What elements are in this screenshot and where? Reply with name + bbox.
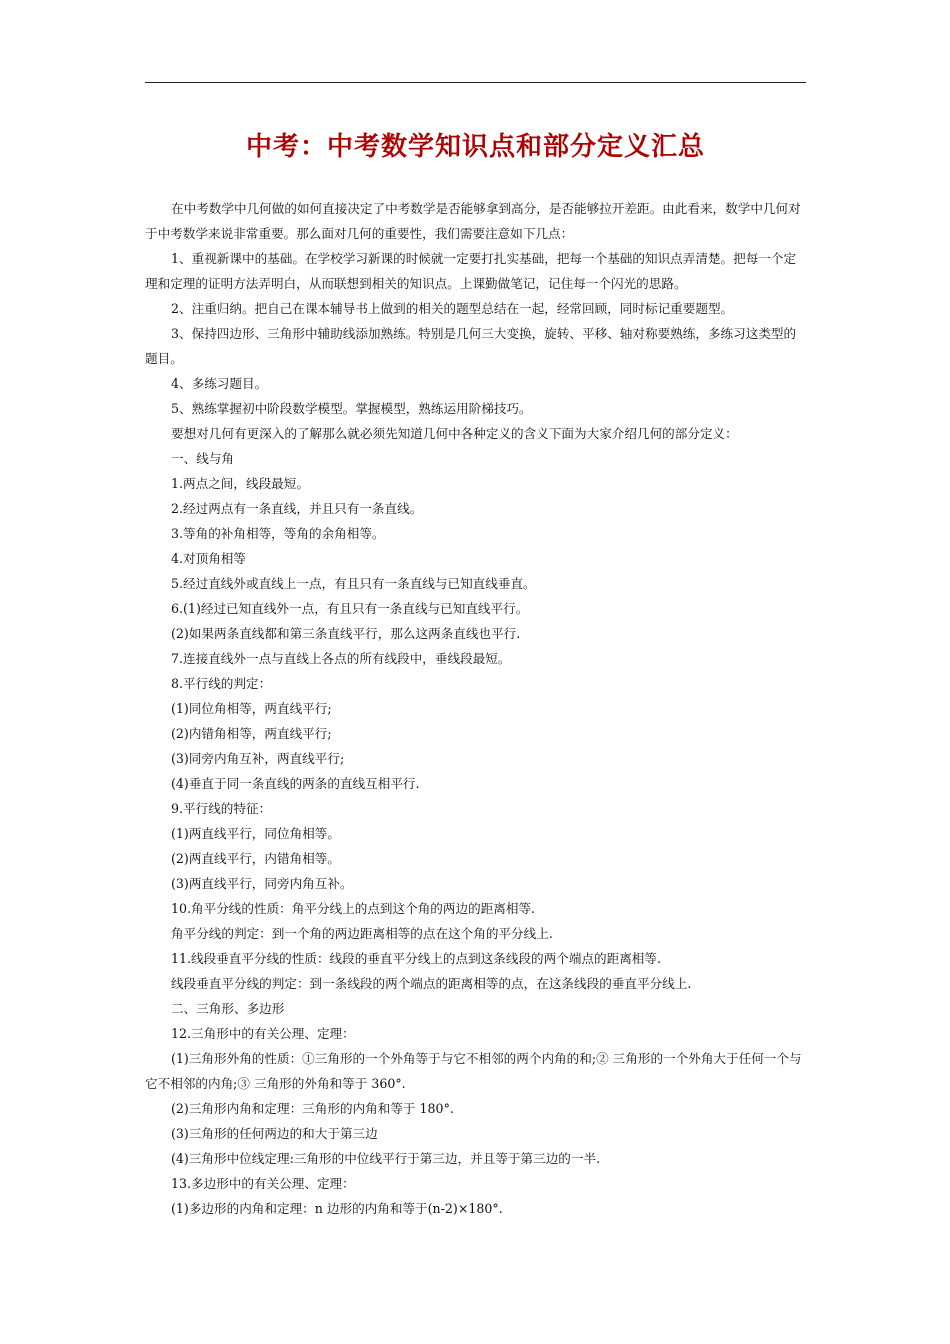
paragraph: (2)内错角相等，两直线平行; (171, 726, 332, 741)
paragraph: 3.等角的补角相等，等角的余角相等。 (171, 526, 385, 541)
paragraph: 4、多练习题目。 (171, 376, 268, 391)
paragraph: 5、熟练掌握初中阶段数学模型。掌握模型，熟练运用阶梯技巧。 (171, 401, 532, 416)
paragraph: 1、重视新课中的基础。在学校学习新课的时候就一定要打扎实基础，把每一个基础的知识点弄清楚。把每一个定理和定理的证明方法弄明白，从而联想到相关的知识点。上课勤做笔记，记住每一个闪光的思路。 (145, 251, 797, 291)
paragraph: (2)三角形内角和定理：三角形的内角和等于 180°. (171, 1101, 454, 1116)
paragraph: (3)三角形的任何两边的和大于第三边 (171, 1126, 378, 1141)
paragraph: 4.对顶角相等 (171, 551, 246, 566)
paragraph: (1)两直线平行，同位角相等。 (171, 826, 340, 841)
paragraph: 5.经过直线外或直线上一点，有且只有一条直线与已知直线垂直。 (171, 576, 536, 591)
paragraph: (4)垂直于同一条直线的两条的直线互相平行. (171, 776, 420, 791)
document-body (145, 196, 806, 1221)
paragraph: 13.多边形中的有关公理、定理： (171, 1176, 355, 1191)
paragraph: 2.经过两点有一条直线，并且只有一条直线。 (171, 501, 423, 516)
paragraph: 6.(1)经过已知直线外一点，有且只有一条直线与已知直线平行。 (171, 601, 529, 616)
paragraph: 要想对几何有更深入的了解那么就必须先知道几何中各种定义的含义下面为大家介绍几何的部分定义： (171, 426, 738, 441)
paragraph: 1.两点之间，线段最短。 (171, 476, 309, 491)
paragraph: 在中考数学中几何做的如何直接决定了中考数学是否能够拿到高分，是否能够拉开差距。由此看来，数学中几何对于中考数学来说非常重要。那么面对几何的重要性，我们需要注意如下几点： (145, 201, 801, 241)
document-title: 中考：中考数学知识点和部分定义汇总 (245, 132, 705, 162)
paragraph: 12.三角形中的有关公理、定理： (171, 1026, 355, 1041)
paragraph: 8.平行线的判定： (171, 676, 272, 691)
paragraph: 角平分线的判定：到一个角的两边距离相等的点在这个角的平分线上. (171, 926, 553, 941)
section-heading: 二、三角形、多边形 (171, 1001, 285, 1016)
paragraph: (4)三角形中位线定理:三角形的中位线平行于第三边，并且等于第三边的一半. (171, 1151, 601, 1166)
paragraph: (1)三角形外角的性质：①三角形的一个外角等于与它不相邻的两个内角的和;② 三角形的一个外角大于任何一个与它不相邻的内角;③ 三角形的外角和等于 360°. (145, 1051, 802, 1091)
paragraph: (1)多边形的内角和定理：n 边形的内角和等于(n-2)×180°. (171, 1201, 503, 1216)
paragraph: 7.连接直线外一点与直线上各点的所有线段中，垂线段最短。 (171, 651, 511, 666)
paragraph: 11.线段垂直平分线的性质：线段的垂直平分线上的点到这条线段的两个端点的距离相等. (171, 951, 662, 966)
paragraph: 9.平行线的特征： (171, 801, 272, 816)
paragraph: (2)两直线平行，内错角相等。 (171, 851, 340, 866)
paragraph: 2、注重归纳。把自己在课本辅导书上做到的相关的题型总结在一起，经常回顾，同时标记重要题型。 (171, 301, 734, 316)
paragraph: (1)同位角相等，两直线平行; (171, 701, 332, 716)
paragraph: 3、保持四边形、三角形中辅助线添加熟练。特别是几何三大变换，旋转、平移、轴对称要熟练，多练习这类型的题目。 (145, 326, 797, 366)
paragraph: (3)同旁内角互补，两直线平行; (171, 751, 345, 766)
paragraph: (3)两直线平行，同旁内角互补。 (171, 876, 353, 891)
paragraph: 10.角平分线的性质：角平分线上的点到这个角的两边的距离相等. (171, 901, 536, 916)
paragraph: (2)如果两条直线都和第三条直线平行，那么这两条直线也平行. (171, 626, 521, 641)
section-heading: 一、线与角 (171, 451, 234, 466)
header-rule (145, 82, 806, 83)
paragraph: 线段垂直平分线的判定：到一条线段的两个端点的距离相等的点，在这条线段的垂直平分线上. (171, 976, 692, 991)
